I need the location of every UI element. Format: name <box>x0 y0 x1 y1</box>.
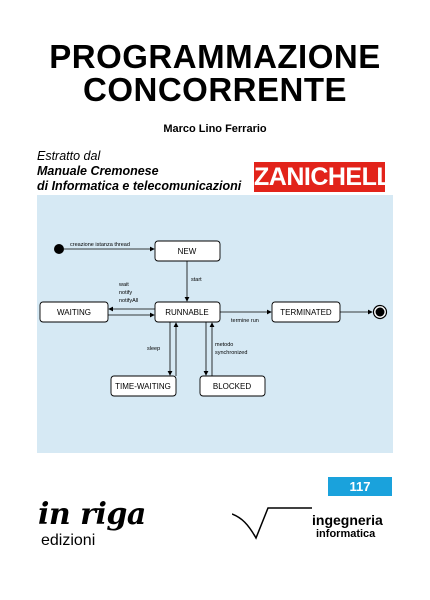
root-sign-icon <box>232 504 312 550</box>
final-node <box>376 308 385 317</box>
state-blocked-label: BLOCKED <box>212 382 252 391</box>
state-time-waiting-label: TIME-WAITING <box>115 382 171 391</box>
series-logo-name: in riga <box>38 497 146 532</box>
author: Marco Lino Ferrario <box>163 123 267 135</box>
topic-line-2: informatica <box>316 528 376 540</box>
extract-note <box>37 149 241 194</box>
state-runnable-label: RUNNABLE <box>165 308 209 317</box>
series-logo <box>38 497 146 550</box>
state-new-label: NEW <box>177 247 197 256</box>
edge-wait-label: wait <box>119 282 129 288</box>
edge-start-label: start <box>191 277 202 283</box>
topic-label <box>312 513 383 541</box>
edge-sleep-label: sleep <box>147 346 161 352</box>
thread-state-diagram <box>37 195 393 453</box>
state-waiting-label: WAITING <box>57 308 91 317</box>
edge-notifyall-label: notifyAll <box>119 298 139 304</box>
state-terminated-label: TERMINATED <box>280 308 332 317</box>
series-number: 117 <box>328 477 392 496</box>
book-title <box>0 40 430 106</box>
title-line-2: CONCORRENTE <box>82 71 347 108</box>
edge-create-label: creazione istanza thread <box>70 242 130 248</box>
publisher-logo: ZANICHELLI <box>254 163 398 191</box>
title-line-1: PROGRAMMAZIONE <box>49 38 381 75</box>
extract-line-3: di Informatica e telecomunicazioni <box>37 179 242 193</box>
edge-notify-label: notify <box>119 290 133 296</box>
extract-line-1: Estratto dal <box>37 149 101 163</box>
series-logo-edizioni: edizioni <box>41 532 96 549</box>
edge-sync-label-1: metodo <box>215 342 234 348</box>
state-diagram-panel <box>37 195 393 453</box>
edge-sync-label-2: synchronized <box>215 350 248 356</box>
extract-line-2: Manuale Cremonese <box>37 164 159 178</box>
topic-line-1: ingegneria <box>312 512 383 528</box>
edge-terminate-label: termine run <box>231 318 259 324</box>
initial-node <box>54 244 64 254</box>
